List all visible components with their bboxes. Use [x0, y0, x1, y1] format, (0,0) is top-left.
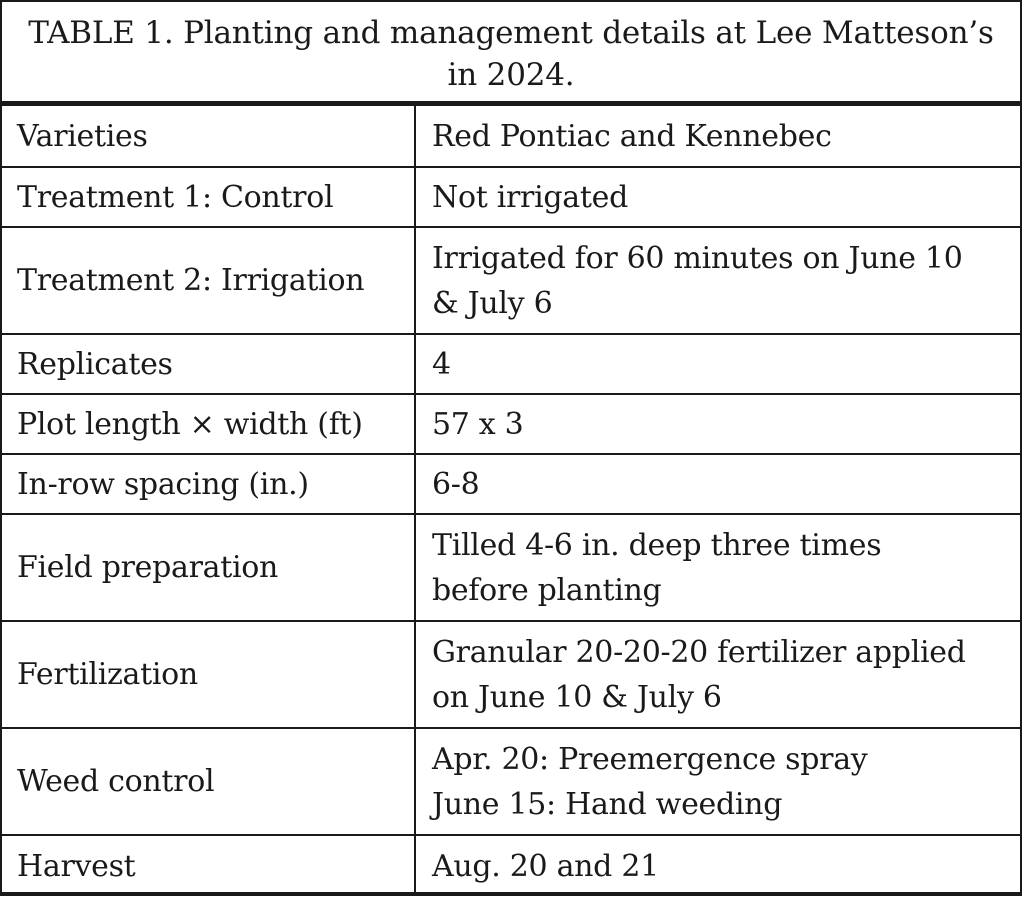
table-row [2, 729, 1020, 836]
row-label-plot-size: Plot length × width (ft) [2, 395, 416, 453]
row-value-harvest [416, 836, 1020, 896]
caption-line-1: TABLE 1. Planting and management details at Lee Matteson’s [28, 15, 994, 51]
row-label-harvest: Harvest [2, 836, 416, 896]
row-value-plot-size [416, 395, 1020, 453]
table-row [2, 836, 1020, 896]
row-value-replicates [416, 335, 1020, 393]
value-line: Not irrigated [432, 179, 628, 215]
row-value-treatment-2 [416, 228, 1020, 333]
row-label-replicates: Replicates [2, 335, 416, 393]
row-label-in-row-spacing: In-row spacing (in.) [2, 455, 416, 513]
value-line: June 15: Hand weeding [432, 786, 783, 822]
value-line: on June 10 & July 6 [432, 679, 722, 715]
table-row [2, 455, 1020, 515]
caption-line-2: in 2024. [447, 57, 575, 93]
table-row [2, 395, 1020, 455]
table-row [2, 228, 1020, 335]
value-line: 6-8 [432, 466, 480, 502]
value-line: & July 6 [432, 285, 553, 321]
table-row [2, 622, 1020, 729]
value-line: Irrigated for 60 minutes on June 10 [432, 240, 963, 276]
value-line: Tilled 4-6 in. deep three times [432, 527, 882, 563]
value-line: Apr. 20: Preemergence spray [432, 741, 868, 777]
table-row [2, 335, 1020, 395]
row-value-field-preparation [416, 515, 1020, 620]
value-line: Granular 20-20-20 fertilizer applied [432, 634, 966, 670]
row-label-treatment-1: Treatment 1: Control [2, 168, 416, 226]
row-value-varieties [416, 106, 1020, 166]
value-line: Red Pontiac and Kennebec [432, 118, 832, 154]
row-value-treatment-1 [416, 168, 1020, 226]
value-line: 57 x 3 [432, 406, 524, 442]
table-caption [2, 2, 1020, 106]
table-row [2, 106, 1020, 168]
table-row [2, 515, 1020, 622]
row-label-weed-control: Weed control [2, 729, 416, 834]
row-label-varieties: Varieties [2, 106, 416, 166]
value-line: before planting [432, 572, 662, 608]
row-value-weed-control [416, 729, 1020, 834]
row-label-field-preparation: Field preparation [2, 515, 416, 620]
table-row [2, 168, 1020, 228]
value-line: 4 [432, 346, 451, 382]
row-label-fertilization: Fertilization [2, 622, 416, 727]
row-value-in-row-spacing [416, 455, 1020, 513]
row-value-fertilization [416, 622, 1020, 727]
value-line: Aug. 20 and 21 [432, 848, 659, 884]
row-label-treatment-2: Treatment 2: Irrigation [2, 228, 416, 333]
